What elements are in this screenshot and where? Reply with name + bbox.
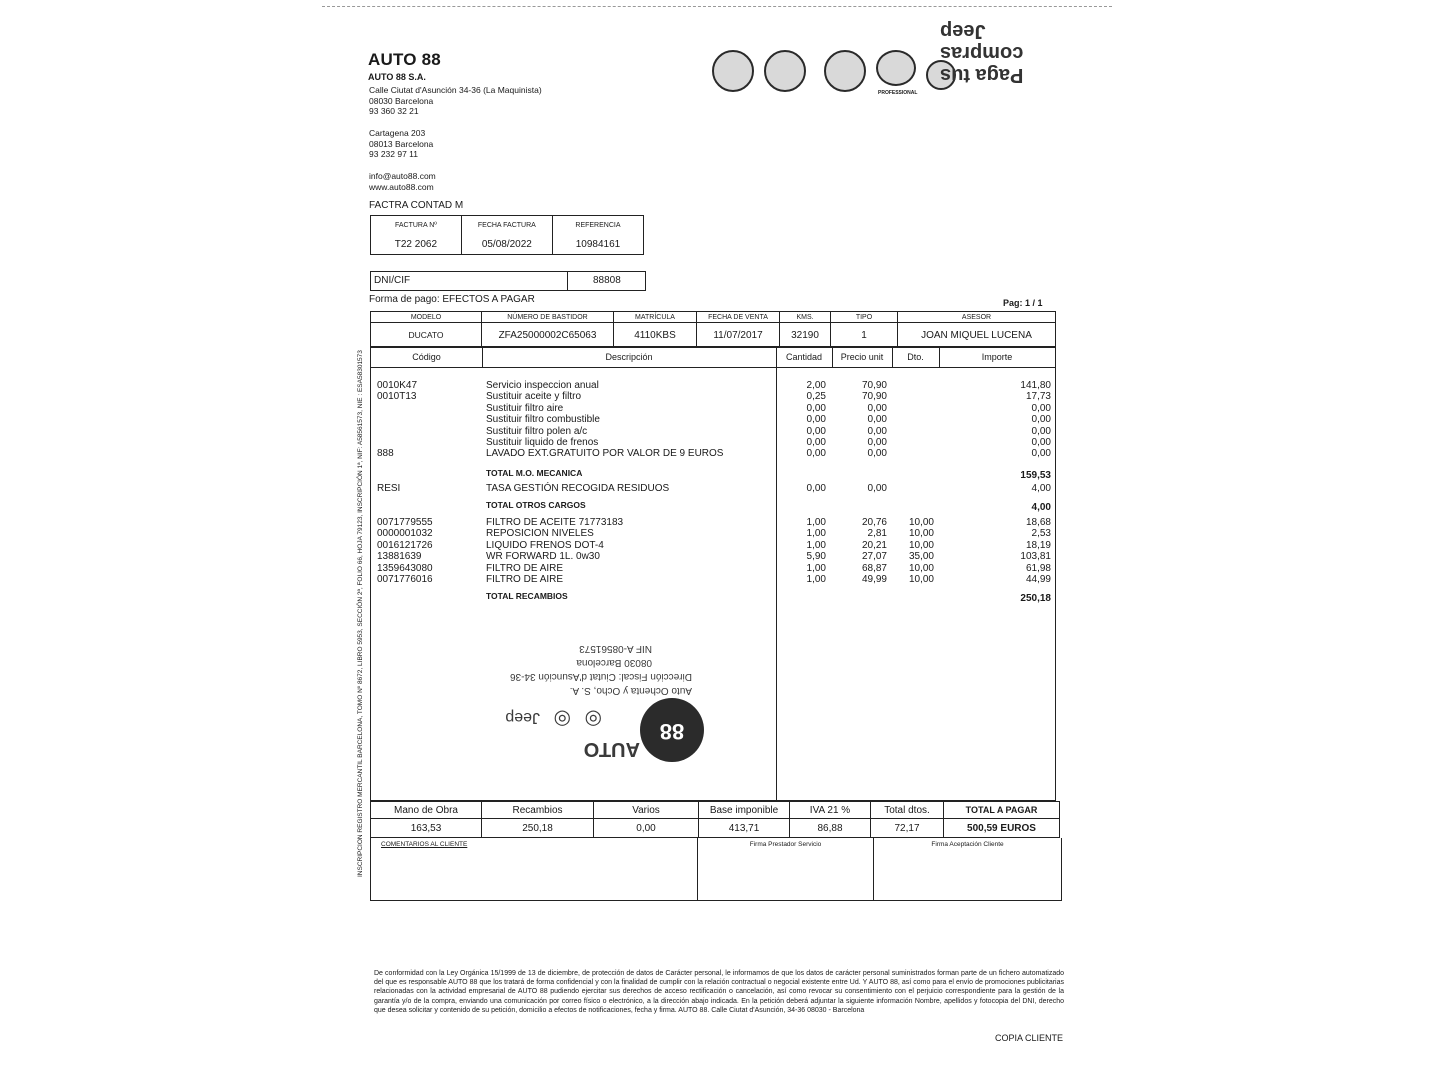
- line-item-desc: WR FORWARD 1L. 0w30: [486, 551, 600, 563]
- summary-header: Varios: [594, 802, 699, 819]
- line-item-amount: 0,00: [1031, 437, 1051, 448]
- vehicle-header: NÚMERO DE BASTIDOR: [482, 312, 614, 323]
- column-header: Importe: [939, 347, 1055, 368]
- line-item-desc: FILTRO DE AIRE: [486, 562, 564, 574]
- document-type: FACTRA CONTAD M: [369, 200, 464, 211]
- line-item-amount: 0,00: [1031, 402, 1051, 414]
- line-item-dto: 10,00: [908, 528, 934, 540]
- professional-tag: PROFESSIONAL: [878, 90, 918, 96]
- vehicle-table: [370, 311, 1056, 348]
- discount-total: 72,17: [871, 819, 944, 838]
- fiat-logo-icon: [712, 50, 754, 92]
- column-header: Precio unit: [832, 347, 892, 368]
- summary-header: Base imponible: [699, 802, 790, 819]
- scan-edge-line: [322, 6, 1112, 8]
- line-item-amount: 18,19: [1025, 539, 1051, 551]
- vehicle-sale-date: 11/07/2017: [697, 323, 780, 348]
- subtotal-label: TOTAL OTROS CARGOS: [486, 500, 586, 511]
- line-item-code: 0071779555: [377, 517, 433, 528]
- line-item-amount: 44,99: [1025, 574, 1051, 585]
- brand-logos: [712, 46, 948, 96]
- page-indicator: Pag: 1 / 1: [1003, 298, 1043, 308]
- line-item-desc: FILTRO DE AIRE: [486, 574, 564, 585]
- labour-total: 163,53: [371, 819, 482, 838]
- line-item-qty: 1,00: [806, 528, 826, 540]
- alfa-romeo-logo-icon: [764, 50, 806, 92]
- line-item-desc: Sustituir aceite y filtro: [486, 391, 582, 403]
- misc-total: 0,00: [594, 819, 699, 838]
- vehicle-vin: ZFA25000002C65063: [482, 323, 614, 348]
- copy-label: COPIA CLIENTE: [995, 1033, 1064, 1043]
- line-item-desc: TASA GESTIÓN RECOGIDA RESIDUOS: [486, 483, 670, 494]
- invoice-number: T22 2062: [371, 234, 462, 255]
- stamp-brand: AUTO: [583, 738, 640, 760]
- line-item-amount: 4,00: [1031, 483, 1051, 494]
- line-item-qty: 1,00: [806, 539, 826, 551]
- line-item-price: 0,00: [867, 437, 887, 448]
- line-item-dto: 10,00: [908, 517, 934, 528]
- column-header: Cantidad: [776, 347, 832, 368]
- email: info@auto88.com: [369, 171, 436, 181]
- line-item-code: 888: [377, 448, 394, 460]
- legal-notice: De conformidad con la Ley Orgánica 15/1999 de 13 de diciembre, de protección de datos de Carácter personal, le informamos de que los datos de carácter personal suministrados forman parte de un fichero automatizado del que es responsable AUTO 88 que los tratará de forma confidencial y con la finalidad de cumplir con la relación contractual o negocial existente entre Ud. Y AUTO 88, así como para el envío de promociones publicitarias relacionadas con la actividad empresarial de AUTO 88 pudiendo ejercitar sus derechos de acceso rectificación o cancelación, así como revocar su consentimiento con el perjuicio correspondiente para la gestión de la garantía y/o de la compra, enviando una comunicación por correo físico o electrónico, a la dirección abajo indicada. En la petición deberá adjuntar la siguiente información Nombre, apellidos y fotocopia del DNI, derecho que desea solicitar y contenido de su petición, domicilio a efectos de notificaciones, fecha y firma. AUTO 88. Calle Ciutat d'Asunción, 34-36 08030 - Barcelona: [374, 970, 1064, 1014]
- line-item-qty: 0,00: [806, 425, 826, 437]
- signature-area: [370, 838, 1062, 901]
- line-item-amount: 141,80: [1020, 380, 1051, 391]
- line-item-desc: Servicio inspeccion anual: [486, 380, 599, 391]
- column-header: Código: [371, 347, 482, 368]
- line-item-desc: FILTRO DE ACEITE 71773183: [486, 517, 624, 528]
- line-item-qty: 0,00: [806, 414, 826, 426]
- auto88-logo-icon: [640, 698, 704, 762]
- stamp-logo-text: 88: [659, 719, 685, 744]
- line-item-code: 0000001032: [377, 528, 433, 540]
- line-item-dto: 35,00: [908, 551, 934, 563]
- line-item-amount: 18,68: [1025, 517, 1051, 528]
- dni-value: 88808: [593, 275, 621, 286]
- column-divider: [832, 347, 833, 368]
- line-item-code: 0071776016: [377, 574, 433, 585]
- line-item-amount: 61,98: [1025, 562, 1051, 574]
- column-divider: [892, 347, 893, 368]
- line-item-dto: 10,00: [908, 539, 934, 551]
- summary-header: Mano de Obra: [371, 802, 482, 819]
- dni-label: DNI/CIF: [374, 275, 411, 286]
- client-signature-label: Firma Aceptación Cliente: [931, 841, 1004, 848]
- line-item-qty: 0,00: [806, 483, 826, 494]
- address-line: 08030 Barcelona: [369, 95, 434, 106]
- line-item-qty: 0,00: [806, 448, 826, 460]
- column-header: Dto.: [892, 347, 939, 368]
- vehicle-header: KMS.: [780, 312, 831, 323]
- stamp-line: Dirección Fiscal: Ciutat d'Asunción 34-36: [510, 671, 692, 682]
- line-item-dto: 10,00: [908, 574, 934, 585]
- dni-box: [370, 271, 646, 291]
- address-line: 93 232 97 11: [369, 149, 418, 159]
- comments-label: COMENTARIOS AL CLIENTE: [381, 841, 468, 848]
- ref-header: REFERENCIA: [575, 221, 621, 229]
- line-item-price: 0,00: [867, 448, 887, 460]
- subtotal-value: 4,00: [1031, 502, 1051, 514]
- company-name: AUTO 88: [368, 50, 441, 69]
- comments-cell: [371, 838, 698, 900]
- divider: [567, 272, 568, 290]
- line-item-qty: 0,25: [806, 391, 826, 403]
- grand-total: 500,59 EUROS: [967, 822, 1036, 834]
- stamp-line: Auto Ochenta y Ocho, S. A.: [569, 685, 692, 696]
- line-item-price: 27,07: [861, 551, 887, 563]
- company-legal-name: AUTO 88 S.A.: [368, 72, 426, 82]
- address-line: Cartagena 203: [369, 128, 426, 138]
- stamp-jeep: Jeep: [505, 709, 540, 726]
- fiat-professional-logo-icon: [876, 50, 918, 96]
- summary-header: Recambios: [482, 802, 594, 819]
- website: www.auto88.com: [369, 181, 434, 192]
- promo-line: Paga tus: [940, 64, 1024, 86]
- line-item-qty: 5,90: [806, 551, 826, 563]
- address-block-1: [369, 85, 542, 117]
- line-item-price: 0,00: [867, 402, 887, 414]
- column-divider: [482, 347, 483, 368]
- stamp-brand-marks: ◎ ◎ Jeep: [505, 708, 602, 730]
- vehicle-plate: 4110KBS: [614, 323, 697, 348]
- reference-number: 10984161: [575, 238, 621, 250]
- provider-signature-cell: [698, 838, 874, 900]
- line-item-qty: 2,00: [806, 380, 826, 391]
- vehicle-header: TIPO: [831, 312, 898, 323]
- line-items-table: [370, 346, 1056, 801]
- client-signature-cell: [874, 838, 1061, 900]
- line-item-code: 13881639: [377, 551, 422, 563]
- line-item-qty: 1,00: [806, 574, 826, 585]
- line-item-amount: 0,00: [1031, 425, 1051, 437]
- vehicle-kms: 32190: [780, 323, 831, 348]
- address-line: 93 360 32 21: [369, 106, 419, 116]
- vehicle-header: MATRÍCULA: [614, 312, 697, 323]
- subtotal-label: TOTAL RECAMBIOS: [486, 591, 568, 602]
- subtotal-value: 250,18: [1020, 593, 1051, 605]
- vehicle-header: ASESOR: [898, 312, 1056, 323]
- company-stamp: [480, 618, 712, 768]
- line-item-code: RESI: [377, 483, 401, 494]
- stamp-line: 08030 Barcelona: [576, 657, 652, 668]
- line-item-desc: REPOSICION NIVELES: [486, 528, 594, 540]
- line-item-price: 20,21: [861, 539, 887, 551]
- taxable-base: 413,71: [699, 819, 790, 838]
- line-item-desc: LAVADO EXT.GRATUITO POR VALOR DE 9 EUROS: [486, 448, 724, 460]
- totals-summary: [370, 801, 1060, 838]
- line-item-code: 0016121726: [377, 539, 433, 551]
- line-item-desc: Sustituir filtro aire: [486, 402, 564, 414]
- line-item-code: 1359643080: [377, 562, 433, 574]
- summary-header: Total dtos.: [871, 802, 944, 819]
- line-item-dto: 10,00: [908, 562, 934, 574]
- line-item-desc: Sustituir liquido de frenos: [486, 437, 599, 448]
- line-item-price: 0,00: [867, 483, 887, 494]
- line-item-amount: 2,53: [1031, 528, 1051, 540]
- line-item-price: 0,00: [867, 414, 887, 426]
- corner-promo-stamp: [940, 12, 1110, 86]
- line-item-desc: Sustituir filtro combustible: [486, 414, 600, 426]
- vehicle-header: FECHA DE VENTA: [697, 312, 780, 323]
- promo-line: compras: [940, 42, 1024, 64]
- line-item-price: 70,90: [861, 380, 887, 391]
- registry-vertical-text: INSCRIPCION REGISTRO MERCANTIL BARCELONA, TOMO Nº 8672, LIBRO 5953, SECCIÓN 2ª, FOLIO 66, HOJA 79123, INSCRIPCIÓN 1ª, NIF: A58561573, NIE : ESA58301573: [357, 350, 364, 877]
- line-item-qty: 1,00: [806, 562, 826, 574]
- line-item-qty: 1,00: [806, 517, 826, 528]
- vehicle-advisor: JOAN MIQUEL LUCENA: [921, 329, 1032, 341]
- lancia-logo-icon: [824, 50, 866, 92]
- line-item-desc: LIQUIDO FRENOS DOT-4: [486, 539, 604, 551]
- column-header: Descripción: [482, 347, 776, 368]
- column-divider: [939, 347, 940, 368]
- stamp-line: NIF A-08561573: [579, 643, 652, 654]
- subtotal-value: 159,53: [1020, 469, 1051, 481]
- invoice-reference-box: [370, 215, 644, 255]
- address-line: Calle Ciutat d'Asunción 34-36 (La Maquinista): [369, 85, 542, 95]
- address-block-2: [369, 128, 433, 160]
- ref-header: FECHA FACTURA: [461, 216, 552, 235]
- line-item-amount: 17,73: [1025, 391, 1051, 403]
- line-item-price: 2,81: [867, 528, 887, 540]
- line-item-code: 0010T13: [377, 391, 417, 403]
- summary-header: TOTAL A PAGAR: [944, 802, 1060, 819]
- promo-brand: Jeep: [940, 20, 986, 42]
- parts-total: 250,18: [482, 819, 594, 838]
- subtotal-label: TOTAL M.O. MECANICA: [486, 467, 583, 478]
- line-item-price: 20,76: [861, 517, 887, 528]
- payment-method: Forma de pago: EFECTOS A PAGAR: [369, 294, 535, 305]
- invoice-date: 05/08/2022: [461, 234, 552, 255]
- vat-amount: 86,88: [790, 819, 871, 838]
- vehicle-type: 1: [831, 323, 898, 348]
- line-item-amount: 103,81: [1020, 551, 1051, 563]
- contact-block: [369, 171, 436, 192]
- line-item-code: 0010K47: [377, 380, 418, 391]
- vehicle-model: DUCATO: [371, 323, 482, 348]
- address-line: 08013 Barcelona: [369, 138, 434, 149]
- provider-signature-label: Firma Prestador Servicio: [749, 841, 822, 848]
- line-item-qty: 0,00: [806, 402, 826, 414]
- line-item-price: 49,99: [861, 574, 887, 585]
- line-item-price: 70,90: [861, 391, 887, 403]
- ref-header: FACTURA Nº: [371, 216, 462, 235]
- line-item-qty: 0,00: [806, 437, 826, 448]
- vehicle-header: MODELO: [371, 312, 482, 323]
- summary-header: IVA 21 %: [790, 802, 871, 819]
- line-item-desc: Sustituir filtro polen a/c: [486, 425, 588, 437]
- line-item-amount: 0,00: [1031, 448, 1051, 460]
- line-item-price: 68,87: [861, 562, 887, 574]
- line-item-amount: 0,00: [1031, 414, 1051, 426]
- line-item-price: 0,00: [867, 425, 887, 437]
